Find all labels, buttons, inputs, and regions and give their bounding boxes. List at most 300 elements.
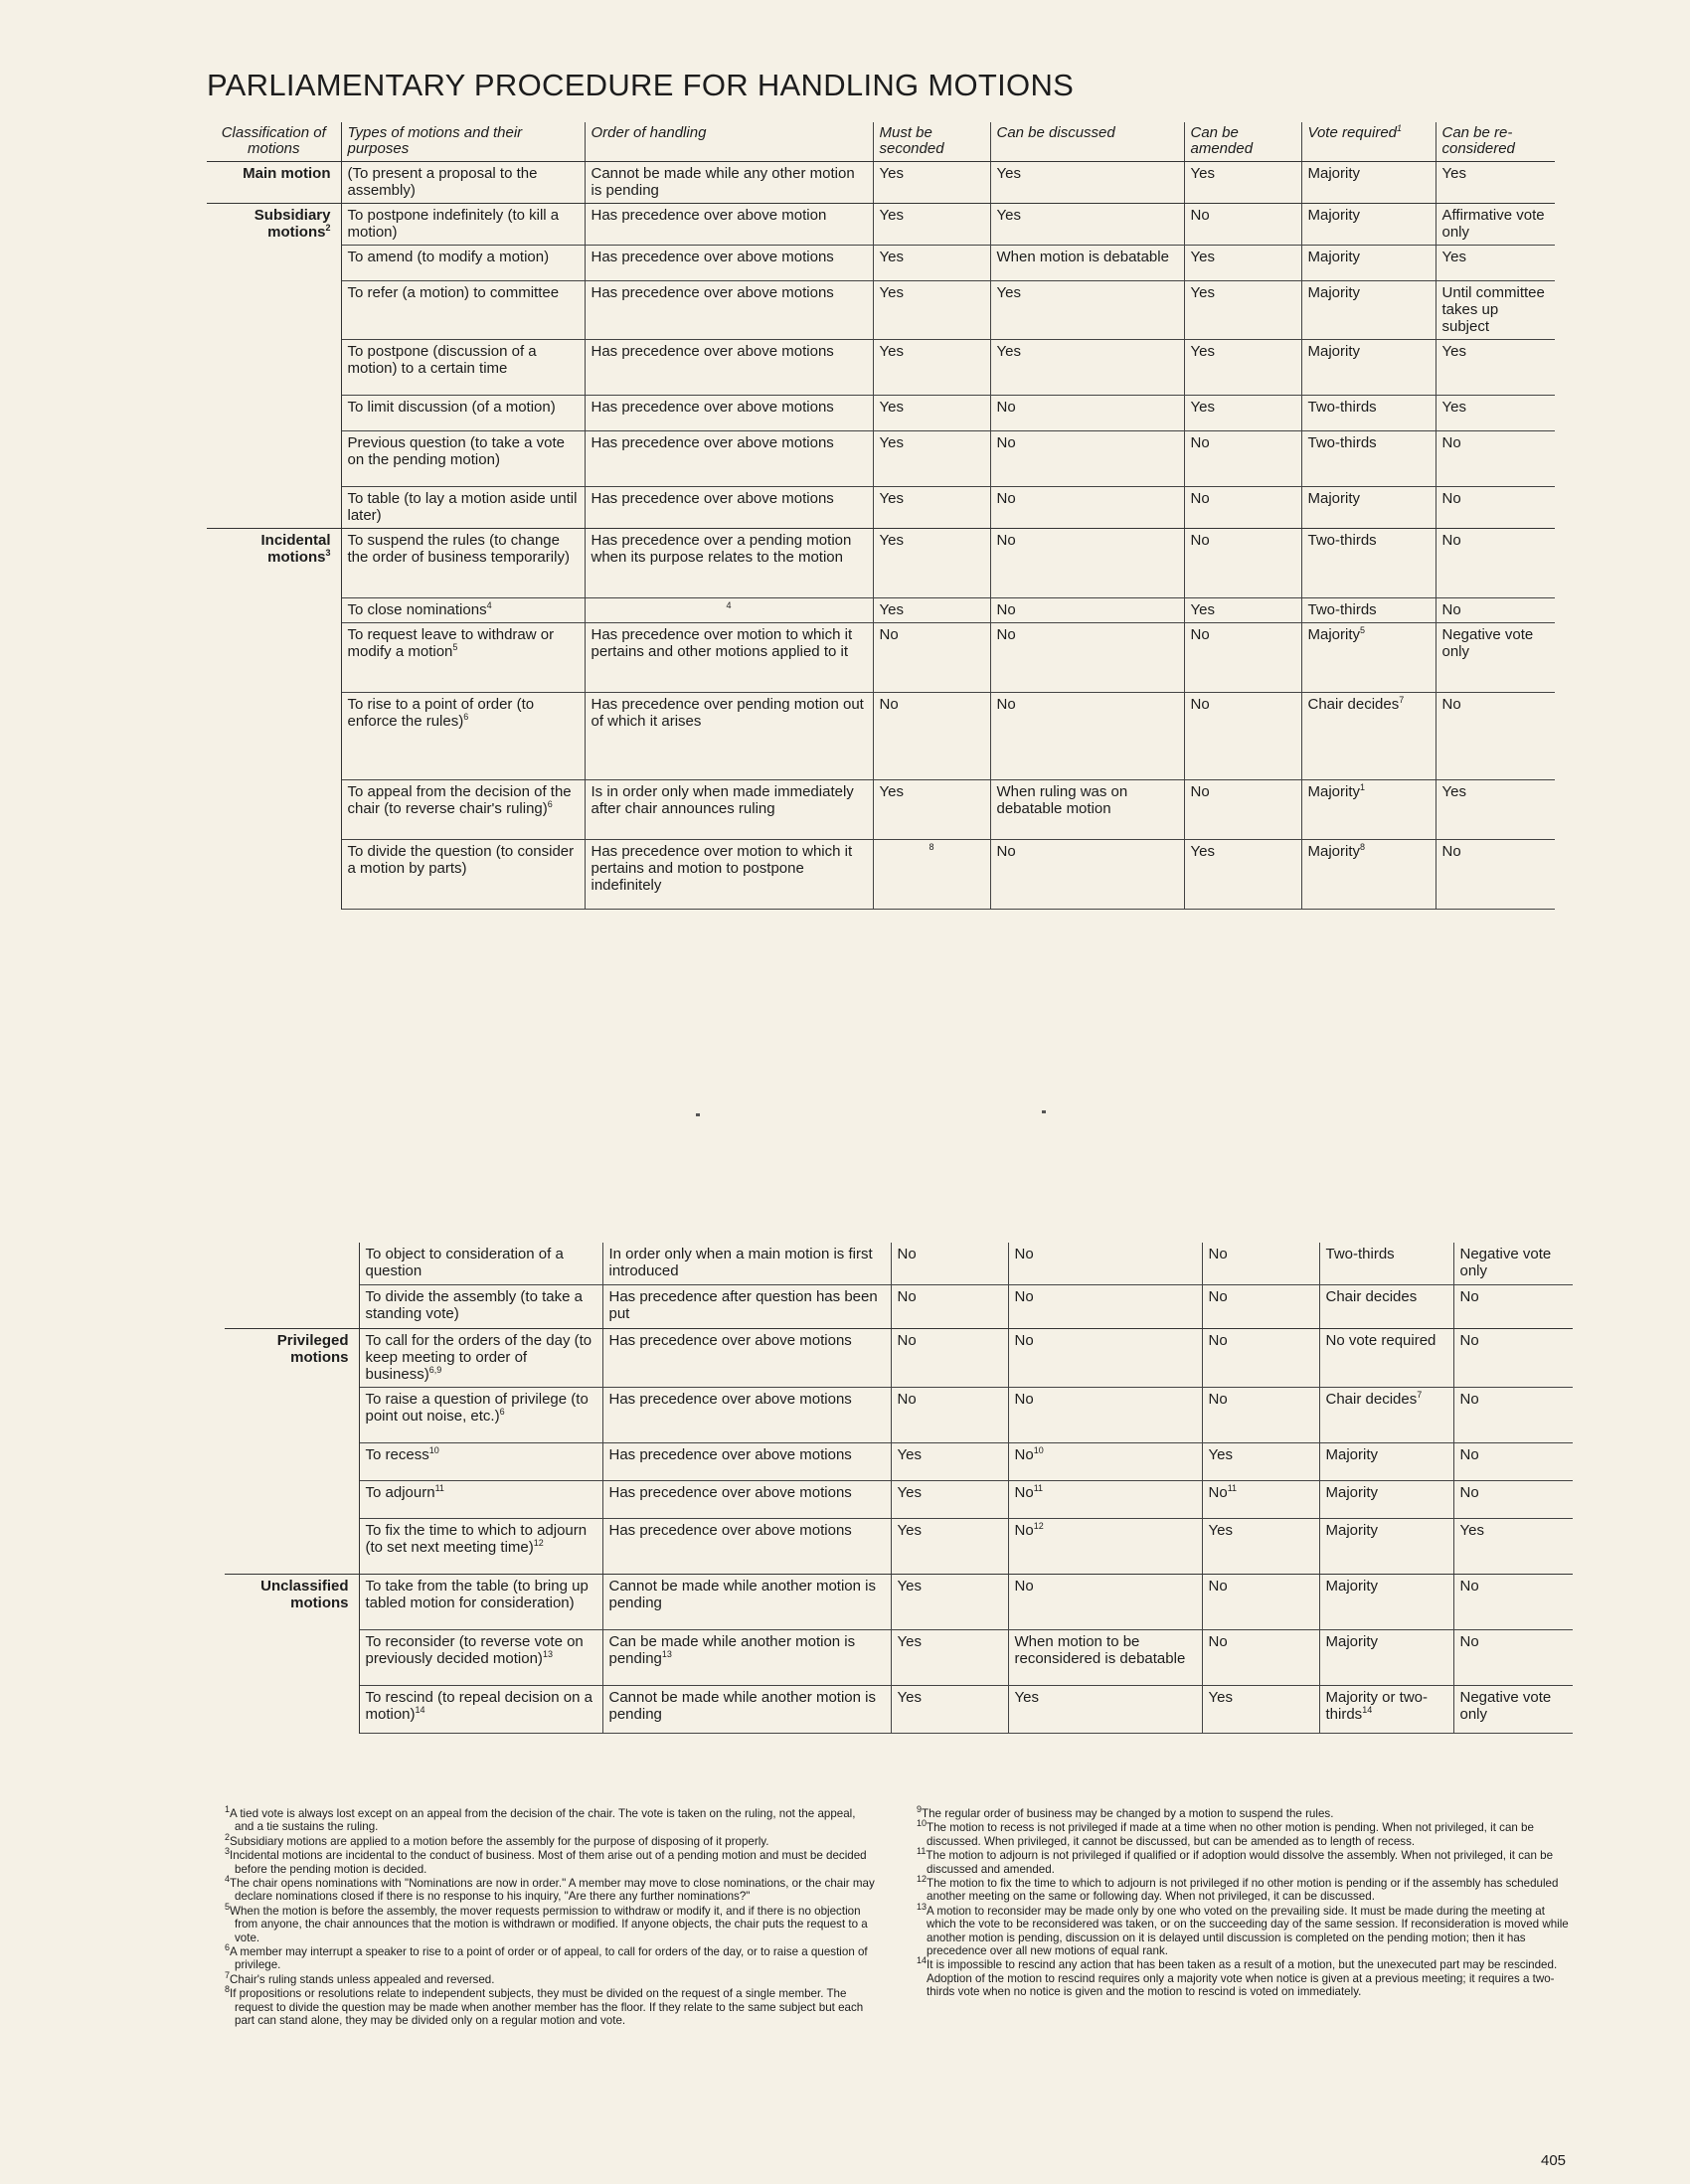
footnote-text: A motion to reconsider may be made only by one who voted on the prevailing side. It must be made during the meeting at which the vote to be reconsidered was taken, or on the succeeding day of the same session. If reconsideration is moved while another motion is pending, discussion on it is delayed until discussion is completed on the pending motion; then it has precedence over all new motions of equal rank.: [927, 1904, 1569, 1958]
discussed-cell-text: Yes: [996, 284, 1021, 301]
type-cell-text: To rescind (to repeal decision on a motion): [365, 1688, 592, 1723]
reconsidered-cell-text: Yes: [1441, 249, 1466, 265]
discussed-cell: [990, 340, 1184, 396]
discussed-cell-text: No: [996, 601, 1016, 618]
reconsidered-cell: [1436, 529, 1555, 598]
footnote-number: 1: [225, 1804, 231, 1815]
discussed-cell: [1008, 1243, 1202, 1284]
amended-cell-text: No: [1190, 626, 1210, 643]
amended-cell: [1184, 396, 1301, 431]
footnote: [225, 1804, 876, 1834]
type-cell-text: Previous question (to take a vote on the pending motion): [347, 434, 565, 468]
footnote: [225, 1970, 876, 1986]
seconded-cell: [873, 487, 990, 529]
type-cell-footnote-ref: 11: [434, 1482, 444, 1493]
footnote-text: The motion to recess is not privileged if made at a time when no other motion is pending. When not privileged, it can be discussed. When privileged, it cannot be discussed, but can be amended as to length of recess.: [927, 1821, 1534, 1848]
footnote-text: When the motion is before the assembly, the mover requests permission to withdraw or modify it, and if there is no objection from anyone, the chair announces that the motion is withdrawn or modified. If anyone objects, the chair puts the request to a vote.: [230, 1904, 868, 1944]
vote-cell-text: Majority or two-thirds: [1325, 1688, 1429, 1723]
type-cell-text: To appeal from the decision of the chair (to reverse chair's ruling): [347, 783, 572, 817]
amended-cell-text: No: [1190, 532, 1210, 549]
vote-cell-text: Two-thirds: [1325, 1246, 1395, 1262]
footnote-text: The chair opens nominations with "Nominations are now in order." A member may move to close nominations, or the chair may declare nominations closed if there is no response to his inquiry, "Are there any further nominations?": [230, 1877, 875, 1904]
amended-cell-text: No: [1208, 1390, 1228, 1408]
amended-cell: [1184, 598, 1301, 623]
seconded-cell-text: Yes: [897, 1688, 922, 1706]
reconsidered-cell: [1436, 598, 1555, 623]
discussed-cell-text: No: [1014, 1390, 1034, 1408]
classification-cell: [207, 529, 341, 598]
seconded-cell-text: Yes: [879, 601, 904, 618]
reconsidered-cell-text: No: [1459, 1390, 1479, 1408]
type-cell-text: To amend (to modify a motion): [347, 249, 550, 265]
seconded-cell: [873, 281, 990, 340]
table-row: [225, 1387, 1573, 1442]
seconded-cell: [873, 840, 990, 910]
classification-cell: [207, 623, 341, 693]
classification-cell: [207, 487, 341, 529]
order-cell: [602, 1629, 891, 1685]
discussed-cell-text: Yes: [996, 207, 1021, 224]
type-cell-footnote-ref: 4: [486, 600, 492, 610]
reconsidered-cell-text: Yes: [1441, 165, 1466, 182]
order-cell-text: Has precedence over pending motion out of which it arises: [591, 696, 864, 730]
type-cell-text: To divide the question (to consider a motion by parts): [347, 843, 575, 877]
print-speck: [1042, 1110, 1046, 1113]
order-cell: [585, 246, 873, 281]
discussed-cell: [1008, 1518, 1202, 1574]
amended-cell: [1184, 529, 1301, 598]
vote-cell: [1319, 1685, 1453, 1733]
type-cell-footnote-ref: 13: [542, 1648, 553, 1659]
vote-cell-text: Majority: [1307, 207, 1361, 224]
vote-cell: [1301, 396, 1436, 431]
amended-cell-footnote-ref: 11: [1227, 1482, 1238, 1493]
discussed-cell: [990, 204, 1184, 246]
vote-cell: [1319, 1629, 1453, 1685]
type-cell-text: To raise a question of privilege (to point out noise, etc.): [365, 1390, 589, 1425]
classification-cell: [225, 1442, 359, 1480]
footnote-number: 14: [917, 1955, 928, 1966]
type-cell: [359, 1387, 602, 1442]
seconded-cell-text: No: [897, 1390, 917, 1408]
seconded-cell: [891, 1518, 1008, 1574]
discussed-cell-text: No: [1014, 1331, 1034, 1349]
order-cell: [585, 623, 873, 693]
vote-cell-text: Majority: [1325, 1521, 1379, 1539]
reconsidered-cell: [1453, 1480, 1573, 1518]
order-cell-text: Cannot be made while another motion is pending: [608, 1577, 876, 1611]
discussed-cell: [1008, 1284, 1202, 1328]
order-cell-text: Has precedence over above motions: [608, 1483, 852, 1501]
classification-cell-footnote-ref: 3: [325, 548, 331, 558]
discussed-cell-text: Yes: [1014, 1688, 1039, 1706]
seconded-cell: [873, 780, 990, 840]
seconded-cell-text: Yes: [897, 1577, 922, 1595]
discussed-cell: [1008, 1629, 1202, 1685]
type-cell: [359, 1480, 602, 1518]
discussed-cell: [990, 840, 1184, 910]
order-cell: [585, 693, 873, 780]
order-cell: [585, 431, 873, 487]
vote-cell-text: Majority: [1307, 490, 1361, 507]
classification-cell: [207, 204, 341, 246]
classification-cell: [207, 396, 341, 431]
order-cell: [602, 1442, 891, 1480]
reconsidered-cell: [1436, 623, 1555, 693]
amended-cell: [1184, 487, 1301, 529]
type-cell: [341, 340, 585, 396]
footnote-text: The regular order of business may be changed by a motion to suspend the rules.: [922, 1807, 1334, 1820]
vote-cell-text: Majority: [1307, 626, 1361, 643]
footnote-number: 7: [225, 1970, 231, 1981]
type-cell-text: To request leave to withdraw or modify a motion: [347, 626, 555, 660]
footnote-number: 12: [917, 1874, 928, 1885]
classification-cell: [207, 431, 341, 487]
order-cell: [585, 529, 873, 598]
type-cell-text: To close nominations: [347, 601, 487, 618]
table-row: [225, 1442, 1573, 1480]
classification-cell-footnote-ref: 2: [325, 223, 331, 233]
reconsidered-cell: [1436, 693, 1555, 780]
footnote-text: If propositions or resolutions relate to independent subjects, they must be divided on the request of a single member. The request to divide the question may be made when another member has the floor. If they relate to the same subject but each part can stand alone, they may be divided only on a regular motion and vote.: [230, 1987, 864, 2028]
classification-cell-text: Privileged motions: [276, 1331, 349, 1366]
vote-cell: [1301, 780, 1436, 840]
footnote: [225, 1846, 876, 1876]
vote-cell-text: Majority: [1307, 284, 1361, 301]
discussed-cell: [1008, 1574, 1202, 1629]
order-cell-text: Cannot be made while any other motion is pending: [591, 165, 855, 199]
footnote: [917, 1901, 1569, 1958]
table-row: [207, 529, 1555, 598]
header-types: Types of motions and their purposes: [341, 122, 585, 162]
reconsidered-cell: [1436, 162, 1555, 204]
vote-cell-text: Chair decides: [1307, 696, 1400, 713]
header-row: [207, 122, 1555, 162]
seconded-cell: [891, 1442, 1008, 1480]
seconded-cell: [873, 529, 990, 598]
reconsidered-cell-text: No: [1459, 1287, 1479, 1305]
discussed-cell: [990, 623, 1184, 693]
vote-cell: [1301, 340, 1436, 396]
amended-cell: [1184, 623, 1301, 693]
order-cell: [585, 204, 873, 246]
discussed-cell-text: No: [996, 399, 1016, 416]
type-cell-footnote-ref: 6: [499, 1406, 505, 1417]
footnote-text: A member may interrupt a speaker to rise to a point of order or of appeal, to call for orders of the day, or to raise a question of privilege.: [230, 1945, 868, 1972]
reconsidered-cell: [1436, 396, 1555, 431]
reconsidered-cell: [1436, 246, 1555, 281]
discussed-cell-text: No: [996, 626, 1016, 643]
reconsidered-cell-text: Until committee takes up subject: [1441, 284, 1545, 335]
discussed-cell-text: No: [996, 490, 1016, 507]
discussed-cell: [1008, 1480, 1202, 1518]
type-cell-text: To take from the table (to bring up tabled motion for consideration): [365, 1577, 589, 1611]
type-cell-text: To limit discussion (of a motion): [347, 399, 556, 416]
vote-cell-text: Majority: [1325, 1445, 1379, 1463]
header-discussed: Can be discussed: [990, 122, 1184, 162]
type-cell-footnote-ref: 5: [452, 642, 458, 652]
discussed-cell: [990, 693, 1184, 780]
reconsidered-cell: [1453, 1629, 1573, 1685]
order-cell: [602, 1685, 891, 1733]
order-cell-text: Has precedence over above motions: [608, 1445, 852, 1463]
reconsidered-cell: [1436, 431, 1555, 487]
table-row: [207, 396, 1555, 431]
amended-cell: [1202, 1685, 1319, 1733]
classification-cell: [207, 780, 341, 840]
order-cell-text: Cannot be made while another motion is pending: [608, 1688, 876, 1723]
type-cell: [341, 396, 585, 431]
motions-table-top: [207, 122, 1555, 910]
seconded-cell: [891, 1480, 1008, 1518]
reconsidered-cell: [1453, 1328, 1573, 1387]
seconded-cell: [873, 693, 990, 780]
type-cell-text: To divide the assembly (to take a standing vote): [365, 1287, 583, 1322]
footnote: [917, 1818, 1569, 1848]
reconsidered-cell-text: Negative vote only: [1459, 1246, 1552, 1279]
seconded-cell-text: Yes: [897, 1521, 922, 1539]
amended-cell-text: No: [1208, 1577, 1228, 1595]
seconded-cell: [891, 1629, 1008, 1685]
table-row: [207, 340, 1555, 396]
discussed-cell: [990, 780, 1184, 840]
footnotes-left: [225, 1804, 876, 2029]
reconsidered-cell-text: No: [1459, 1445, 1479, 1463]
type-cell-footnote-ref: 6: [463, 712, 469, 722]
footnote-text: A tied vote is always lost except on an appeal from the decision of the chair. The vote is taken on the ruling, not the appeal, and a tie sustains the ruling.: [230, 1807, 856, 1834]
amended-cell: [1184, 780, 1301, 840]
classification-cell: [225, 1480, 359, 1518]
discussed-cell-text: When motion is debatable: [996, 249, 1169, 265]
vote-cell: [1319, 1574, 1453, 1629]
seconded-cell-text: Yes: [897, 1632, 922, 1650]
vote-cell-text: Majority: [1307, 343, 1361, 360]
reconsidered-cell: [1453, 1518, 1573, 1574]
vote-cell: [1301, 840, 1436, 910]
classification-cell: [207, 246, 341, 281]
reconsidered-cell-text: No: [1441, 532, 1461, 549]
type-cell: [359, 1328, 602, 1387]
discussed-cell-footnote-ref: 11: [1033, 1482, 1044, 1493]
order-cell-text: Has precedence over above motions: [591, 434, 834, 451]
seconded-cell: [891, 1243, 1008, 1284]
vote-cell-text: Majority: [1307, 843, 1361, 860]
table-row: [225, 1518, 1573, 1574]
footnote-number: 2: [225, 1831, 231, 1842]
seconded-cell: [891, 1328, 1008, 1387]
order-cell-text: In order only when a main motion is first introduced: [608, 1246, 873, 1279]
seconded-cell-text: Yes: [879, 207, 904, 224]
footnote: [917, 1874, 1569, 1904]
table-row: [207, 431, 1555, 487]
seconded-cell: [873, 246, 990, 281]
classification-cell: [207, 598, 341, 623]
vote-cell-text: Chair decides: [1325, 1390, 1418, 1408]
classification-cell: [225, 1574, 359, 1629]
header-classification: Classification of motions: [207, 122, 341, 162]
amended-cell: [1184, 693, 1301, 780]
table-row: [207, 840, 1555, 910]
type-cell: [341, 623, 585, 693]
vote-cell: [1301, 623, 1436, 693]
seconded-cell-footnote-ref: 8: [929, 842, 934, 852]
order-cell: [585, 281, 873, 340]
seconded-cell-text: Yes: [879, 490, 904, 507]
type-cell: [359, 1243, 602, 1284]
discussed-cell: [990, 246, 1184, 281]
table-row: [207, 693, 1555, 780]
amended-cell: [1202, 1387, 1319, 1442]
reconsidered-cell-text: Yes: [1441, 399, 1466, 416]
type-cell: [341, 693, 585, 780]
table-row: [207, 623, 1555, 693]
type-cell-text: To suspend the rules (to change the order of business temporarily): [347, 532, 570, 566]
discussed-cell: [990, 162, 1184, 204]
discussed-cell: [990, 431, 1184, 487]
footnote-number: 10: [917, 1818, 928, 1829]
amended-cell: [1184, 162, 1301, 204]
type-cell: [359, 1518, 602, 1574]
amended-cell-text: No: [1190, 696, 1210, 713]
footnote-number: 4: [225, 1874, 231, 1885]
footnote-text: Chair's ruling stands unless appealed and reversed.: [230, 1972, 495, 1986]
page-number: 405: [1541, 2152, 1567, 2169]
amended-cell: [1184, 340, 1301, 396]
order-cell-footnote-ref: 4: [726, 600, 732, 610]
type-cell-text: To object to consideration of a question: [365, 1246, 564, 1279]
type-cell-text: To recess: [365, 1445, 429, 1463]
seconded-cell: [873, 396, 990, 431]
vote-cell: [1301, 162, 1436, 204]
seconded-cell-text: Yes: [879, 434, 904, 451]
seconded-cell-text: Yes: [879, 783, 904, 800]
type-cell: [341, 487, 585, 529]
footnote-text: The motion to adjourn is not privileged if qualified or if adoption would dissolve the assembly. When not privileged, it can be discussed and amended.: [926, 1849, 1554, 1876]
reconsidered-cell-text: No: [1441, 601, 1461, 618]
order-cell: [585, 396, 873, 431]
type-cell: [341, 246, 585, 281]
seconded-cell: [891, 1284, 1008, 1328]
order-cell: [602, 1518, 891, 1574]
order-cell: [585, 340, 873, 396]
discussed-cell-text: No: [1014, 1521, 1034, 1539]
amended-cell: [1184, 431, 1301, 487]
discussed-cell-footnote-ref: 10: [1033, 1444, 1044, 1455]
order-cell-text: Has precedence over above motions: [608, 1521, 852, 1539]
vote-cell: [1319, 1328, 1453, 1387]
discussed-cell: [1008, 1387, 1202, 1442]
type-cell: [341, 529, 585, 598]
seconded-cell-text: No: [879, 626, 899, 643]
seconded-cell-text: No: [897, 1331, 917, 1349]
reconsidered-cell-text: Yes: [1441, 783, 1466, 800]
vote-cell: [1301, 487, 1436, 529]
seconded-cell: [873, 204, 990, 246]
seconded-cell: [873, 340, 990, 396]
seconded-cell-text: No: [897, 1287, 917, 1305]
amended-cell-text: Yes: [1190, 601, 1215, 618]
vote-cell-text: Majority: [1307, 783, 1361, 800]
seconded-cell-text: Yes: [879, 532, 904, 549]
seconded-cell-text: Yes: [879, 284, 904, 301]
vote-cell: [1301, 529, 1436, 598]
order-cell-text: Has precedence over motion to which it pertains and motion to postpone indefinitely: [591, 843, 853, 894]
discussed-cell: [1008, 1328, 1202, 1387]
amended-cell-text: No: [1190, 783, 1210, 800]
reconsidered-cell-text: Yes: [1459, 1521, 1484, 1539]
reconsidered-cell-text: No: [1459, 1577, 1479, 1595]
vote-cell: [1319, 1243, 1453, 1284]
reconsidered-cell-text: No: [1441, 434, 1461, 451]
amended-cell: [1202, 1480, 1319, 1518]
order-cell: [602, 1243, 891, 1284]
footnote-number: 8: [225, 1984, 231, 1995]
type-cell-text: To call for the orders of the day (to keep meeting to order of business): [365, 1331, 592, 1383]
discussed-cell: [990, 396, 1184, 431]
seconded-cell: [873, 431, 990, 487]
vote-cell-footnote-ref: 8: [1360, 842, 1366, 852]
discussed-cell-text: No: [1014, 1445, 1034, 1463]
vote-cell-text: Chair decides: [1325, 1287, 1418, 1305]
vote-cell-text: Two-thirds: [1307, 399, 1377, 416]
seconded-cell-text: Yes: [879, 343, 904, 360]
order-cell-footnote-ref: 13: [661, 1648, 672, 1659]
vote-cell-text: Two-thirds: [1307, 601, 1377, 618]
discussed-cell: [1008, 1685, 1202, 1733]
type-cell-footnote-ref: 10: [428, 1444, 439, 1455]
page-title: PARLIAMENTARY PROCEDURE FOR HANDLING MOTIONS: [207, 68, 1075, 102]
order-cell-text: Has precedence over motion to which it pertains and other motions applied to it: [591, 626, 853, 660]
amended-cell: [1184, 246, 1301, 281]
reconsidered-cell: [1436, 281, 1555, 340]
classification-cell: [207, 281, 341, 340]
vote-cell-text: Majority: [1307, 249, 1361, 265]
amended-cell-text: No: [1208, 1287, 1228, 1305]
reconsidered-cell-text: Negative vote only: [1441, 626, 1534, 660]
table-row: [225, 1480, 1573, 1518]
type-cell: [341, 780, 585, 840]
amended-cell-text: No: [1208, 1246, 1228, 1262]
classification-cell: [207, 340, 341, 396]
vote-cell-footnote-ref: 14: [1362, 1704, 1373, 1715]
footnote: [917, 1804, 1569, 1820]
reconsidered-cell: [1453, 1387, 1573, 1442]
footnote: [225, 1874, 876, 1904]
order-cell-text: Has precedence over above motions: [591, 490, 834, 507]
type-cell-footnote-ref: 6: [547, 799, 553, 809]
table-body-bottom: [225, 1243, 1573, 1733]
vote-cell-text: No vote required: [1325, 1331, 1436, 1349]
type-cell: [359, 1284, 602, 1328]
type-cell-text: To reconsider (to reverse vote on previously decided motion): [365, 1632, 584, 1667]
header-vote: [1301, 122, 1436, 162]
vote-cell-text: Majority: [1325, 1632, 1379, 1650]
footnote-number: 11: [917, 1846, 927, 1857]
classification-cell: [225, 1243, 359, 1284]
vote-cell: [1301, 204, 1436, 246]
discussed-cell-footnote-ref: 12: [1033, 1520, 1044, 1531]
type-cell: [341, 840, 585, 910]
footnote: [225, 1901, 876, 1944]
discussed-cell-text: When motion to be reconsidered is debatable: [1014, 1632, 1186, 1667]
footnote: [225, 1942, 876, 1972]
discussed-cell-text: No: [996, 843, 1016, 860]
reconsidered-cell-text: Yes: [1441, 343, 1466, 360]
table-row: [207, 162, 1555, 204]
amended-cell: [1202, 1284, 1319, 1328]
amended-cell-text: Yes: [1190, 284, 1215, 301]
vote-cell-text: Majority: [1307, 165, 1361, 182]
